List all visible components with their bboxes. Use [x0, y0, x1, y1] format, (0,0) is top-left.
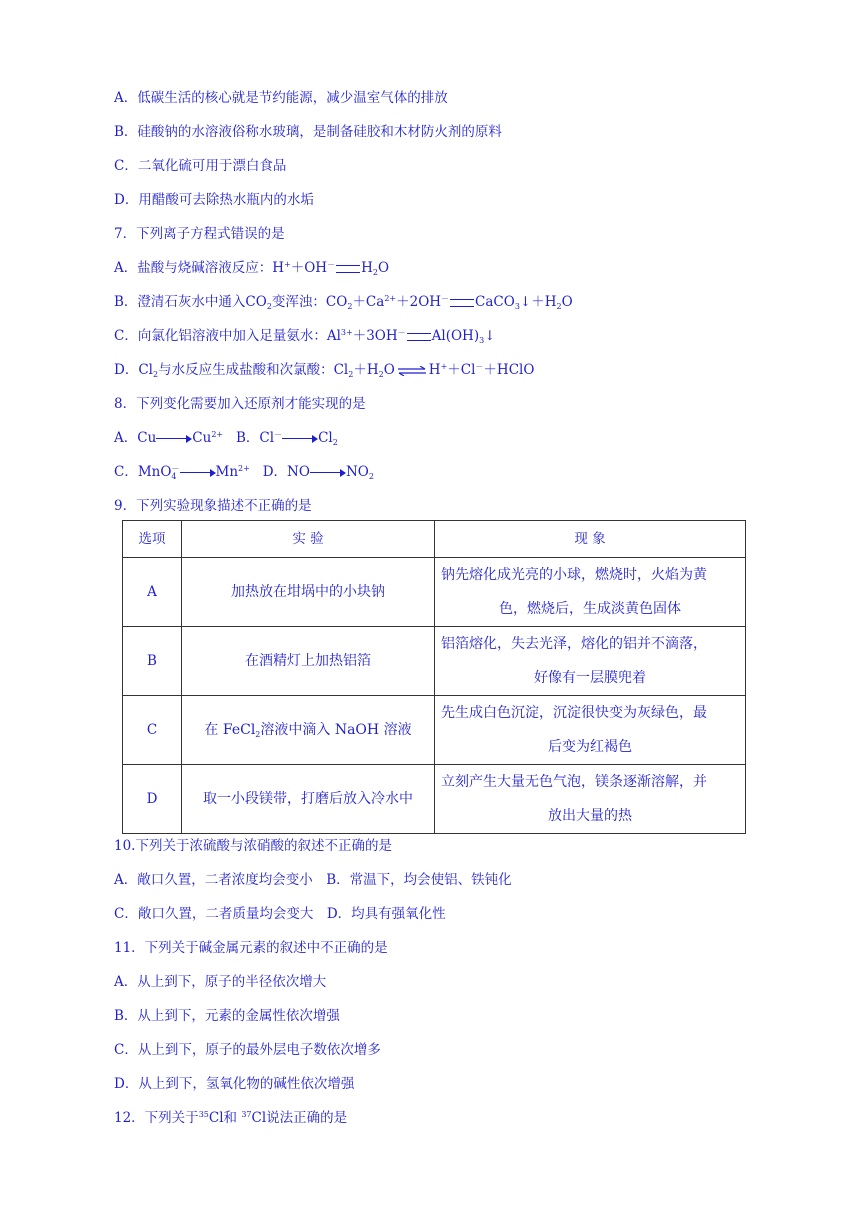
question-9: 9．下列实验现象描述不正确的是 — [114, 498, 312, 514]
table-header-row — [123, 521, 746, 558]
q7-option-a: A．盐酸与烧碱溶液反应：H+＋OH－ $H_2O$ — [114, 260, 390, 277]
table-row — [123, 765, 746, 834]
equilibrium-arrow-icon — [397, 366, 427, 376]
row-option: B — [123, 627, 182, 696]
row-phenomenon: 立刻产生大量无色气泡，镁条逐渐溶解，并 放出大量的热 — [435, 765, 746, 834]
question-12: 12．下列关于$^{35}$Cl和 $^{37}$Cl说法正确的是 — [114, 1110, 348, 1126]
q8-options-cd: C．MnO$_4$－ $Mn^{2+}$ D．NO $NO_2$ — [114, 464, 374, 481]
table-row — [123, 558, 746, 627]
row-experiment: 在酒精灯上加热铝箔 — [182, 627, 435, 696]
question-10: 10.下列关于浓硫酸与浓硝酸的叙述不正确的是 — [114, 838, 392, 854]
question-7: 7．下列离子方程式错误的是 — [114, 226, 285, 242]
row-option: C — [123, 696, 182, 765]
row-phenomenon: 先生成白色沉淀，沉淀很快变为灰绿色，最 后变为红褐色 — [435, 696, 746, 765]
q10-options-ab: A．敞口久置，二者浓度均会变小 B．常温下，均会使铝、铁钝化 — [114, 872, 512, 888]
row-option: D — [123, 765, 182, 834]
q11-option-c: C．从上到下，原子的最外层电子数依次增多 — [114, 1042, 381, 1058]
q7-option-b: B．澄清石灰水中通入$CO_2$变浑浊：$CO_2+Ca^{2+}+2OH^-$ $CaCO_3↓+H_2O$ — [114, 294, 573, 311]
row-option: A — [123, 558, 182, 627]
question-11: 11．下列关于碱金属元素的叙述中不正确的是 — [114, 940, 388, 956]
q7-option-d: D．$Cl_2$与水反应生成盐酸和次氯酸：$Cl_2+H_2O$ H+＋Cl－＋HClO — [114, 362, 535, 379]
q10-options-cd: C．敞口久置，二者质量均会变大 D．均具有强氧化性 — [114, 906, 446, 922]
q11-option-d: D．从上到下，氢氧化物的碱性依次增强 — [114, 1076, 355, 1092]
q6-option-c: C．二氧化硫可用于漂白食品 — [114, 158, 287, 174]
experiment-table — [122, 520, 746, 834]
arrow-icon — [180, 469, 216, 477]
row-experiment: 加热放在坩埚中的小块钠 — [182, 558, 435, 627]
row-phenomenon: 铝箔熔化，失去光泽，熔化的铝并不滴落， 好像有一层膜兜着 — [435, 627, 746, 696]
arrow-icon — [282, 435, 318, 443]
q7-option-c: C．向氯化铝溶液中加入足量氨水：$Al^{3+}+3OH^-$ $Al(OH)_3↓$ — [114, 328, 496, 345]
q11-option-b: B．从上到下，元素的金属性依次增强 — [114, 1008, 340, 1024]
table-row — [123, 696, 746, 765]
q6-option-a: A．低碳生活的核心就是节约能源，减少温室气体的排放 — [114, 90, 448, 106]
header-phenomenon: 现 象 — [435, 521, 746, 558]
q6-option-b: B．硅酸钠的水溶液俗称水玻璃，是制备硅胶和木材防火剂的原料 — [114, 124, 502, 140]
table-row — [123, 627, 746, 696]
row-phenomenon: 钠先熔化成光亮的小球，燃烧时，火焰为黄 色，燃烧后，生成淡黄色固体 — [435, 558, 746, 627]
q8-options-ab: A．Cu $Cu^{2+}$ B．Cl－ $Cl_2$ — [114, 430, 338, 447]
header-option: 选项 — [123, 521, 182, 558]
q6-option-d: D．用醋酸可去除热水瓶内的水垢 — [114, 192, 314, 208]
header-experiment: 实 验 — [182, 521, 435, 558]
row-experiment: 取一小段镁带，打磨后放入冷水中 — [182, 765, 435, 834]
question-8: 8．下列变化需要加入还原剂才能实现的是 — [114, 396, 366, 412]
arrow-icon — [156, 435, 192, 443]
q11-option-a: A．从上到下，原子的半径依次增大 — [114, 974, 327, 990]
row-experiment: 在 FeCl$_2$溶液中滴入 NaOH 溶液 — [182, 696, 435, 765]
arrow-icon — [310, 469, 346, 477]
